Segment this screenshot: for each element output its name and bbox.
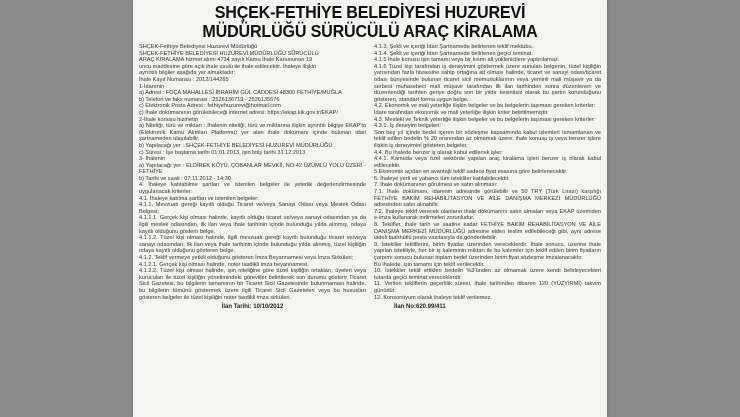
paragraph: a) Yapılacağı yer : ELDİREK KÖYÜ, ÇOBANLAR MEVKİİ, NO:42 ÜZÜMLÜ YOLU ÜZERİ - FETHİYE: [139, 162, 366, 176]
paragraph: SHÇEK-Fethiye Belediyesi Huzurevi Müdürlüğü: [139, 44, 258, 50]
announcement-title: [152, 3, 588, 41]
paragraph: 7. İhale dokümanının görülmesi ve satın alınması:: [374, 182, 498, 189]
paragraph: 4.4. Bu ihalede benzer iş olarak kabul edilecek işler:: [374, 149, 503, 156]
paragraph: 4.4.1. Kamuda veya özel sektörde yapılan araç kiralama işleri benzer iş olarak kabul edilecektir.: [374, 156, 601, 169]
paragraph: 11. Verilen tekliflerin geçerlilik süresi, ihale tarihinden itibaren 120 (YÜZYİRMİ) takvim günüdür.: [374, 281, 601, 294]
paragraph: ayrıntılı bilgiler aşağıda yer almaktadır:: [139, 70, 236, 77]
body-columns: [139, 44, 601, 417]
announcement-number: İlan No:620.99/411: [394, 304, 446, 311]
paragraph: b) Yapılacağı yer : SHÇEK-FETHİYE BELEDİYESİ HUZUREVİ MÜDÜRLÜĞÜ: [139, 142, 333, 149]
paragraph: 4.1.5 İhale konusu işin tamamı veya bir kısmı alt yüklenicilere yaptırılamaz.: [374, 57, 560, 64]
paragraph: 4.1. İhaleye katılma şartları ve istenilen belgeler:: [139, 195, 259, 202]
paragraph: 4.1.1.1. Gerçek kişi olması halinde, kayıtlı olduğu ticaret ve/veya sanayi odasından ya da ilgili meslek odasından, ilk ilan veya ihale tarihinin içinde bulunduğu yılda alınmış, odaya kayıtlı olduğunu gösterir belge,: [139, 215, 366, 235]
announcement-page: [133, 0, 607, 417]
paragraph: c) Elektronik Posta Adresi : fethiyehuzurevi@hotmail.com: [139, 103, 281, 110]
paragraph: Son beş yıl içinde bedel içeren bir sözleşme kapsamında kabul işlemleri tamamlanan ve teklif edilen bedelin % 20 oranından az olmamak üzere, ihale konusu iş veya benzer işlere ilişkin iş deneyimini gösteren belgeler.: [374, 129, 601, 149]
paragraph: uncu maddesine göre açık ihale usulü ile ihale edilecektir. İhaleye ilişkin: [139, 63, 317, 70]
paragraph: İdare tarafından ekonomik ve mali yeterliğe ilişkin kriter belirtilmemiştir.: [374, 109, 549, 116]
paragraph: 4.3.1. İş deneyim belgeleri:: [374, 123, 441, 130]
paragraph: İhale Kayıt Numarası : 2012/144265: [139, 76, 229, 83]
paragraph: 4.1.1.2. Tüzel kişi olması halinde, ilgili mevzuatı gereği kayıtlı bulunduğu ticaret ve/veya sanayi odasından, ilk ilan veya ihale tarihinin içinde bulunduğu yılda alınmış, tüzel kişiliğin odaya kayıtlı olduğunu gösteren belge.: [139, 235, 366, 255]
paragraph: 4.2. Ekonomik ve mali yeterliğe ilişkin belgeler ve bu belgelerin taşıması gereken kriterler:: [374, 103, 596, 110]
title-line-2: MÜDÜRLÜĞÜ SÜRÜCÜLÜ ARAÇ KİRALAMA: [202, 21, 538, 41]
paragraph: 8. Teklifler, ihale tarih ve saatine kadar FETHİYE BAKIM REHABİLİTASYON VE AİLE DANIŞMA MERKEZİ MÜDÜRLÜĞÜ adresine elden teslim edilebileceği gibi, aynı adrese iadeli taahhütlü posta vasıtasıyla da gönderilebilir.: [374, 222, 601, 242]
paragraph: c) Süresi : İşe başlama tarihi 01.01.2013, işin bitiş tarihi 31.12.2013: [139, 149, 306, 156]
paragraph: 4.3. Mesleki ve Teknik yeterliğe ilişkin belgeler ve bu belgelerin taşıması gereken kriterler:: [374, 116, 596, 123]
title-line-1: SHÇEK-FETHİYE BELEDİYESİ HUZUREVİ: [214, 2, 526, 22]
paragraph: a) Niteliği, türü ve miktarı : İhalenin niteliği, türü ve miktarına ilişkin ayrıntılı bilgiye EKAP'ta (Elektronik Kamu Alımları Platformu) yer alan ihale dokümanı içinde bulunan idari şartnameden ulaşılabilir.: [139, 123, 366, 143]
paragraph: ç) İhale dokümanının görülebileceği internet adresi: https://ekap.kik.gov.tr/EKAP/: [139, 109, 338, 116]
paragraph: 4. İhaleye katılabilme şartları ve istenilen belgeler ile yeterlik değerlendirmesinde uygulanacak kriterler:: [139, 182, 366, 196]
paragraph: 4.1.1. Mevzuatı gereği kayıtlı olduğu Ticaret ve/veya Sanayi Odası veya Meslek Odası Belgesi;: [139, 202, 366, 215]
paragraph: 4.1.4. Şekli ve içeriği İdari Şartnamede belirlenen geçici teminat.: [374, 50, 533, 57]
paragraph: b) Tarihi ve saati : 07.11.2012 - 14:30: [139, 175, 231, 182]
announcement-date: İlan Tarihi: 10/10/2012: [221, 304, 284, 311]
paragraph: SHÇEK-FETHİYE BELEDİYESİ HUZUREVİ MÜDÜRLÜĞÜ SÜRÜCÜLÜ: [139, 50, 319, 57]
paragraph: a) Adresi : FOÇA MAHALLESİ İBRAHİM GÜL CADDESİ 48300 FETHİYE/MUĞLA: [139, 90, 342, 97]
paragraph: ARAÇ KİRALAMA hizmet alımı 4734 sayılı Kamu İhale Kanununun 19: [139, 57, 313, 64]
paragraph: 7.2. İhaleye teklif verecek olanların ihale dokümanını satın almaları veya EKAP üzerinden e-imza kullanarak indirmeleri zorunludur.: [374, 208, 601, 222]
paragraph: 4.1.6 Tüzel kişi tarafından iş deneyimini göstermek üzere sunulan belgenin, tüzel kişiliğin yarısından fazla hissesine sahip ortağına ait olması halinde, ticaret ve sanayi odası/ticaret odası bünyesinde bulunan ticaret sicil memurluklarının veya yeminli mali müşavir ya da serbest muhasebeci mali müşavir tarafından ilk ilan tarihinden sonra düzenlenen ve düzenlendiği tarihten geriye doğru son bir yıldır kesintisiz olarak bu şartın korunduğunu gösteren, standart forma uygun belge.: [374, 63, 601, 103]
paragraph: 7.1. İhale dokümanı, idarenin adresinde görülebilir ve 50 TRY (Türk Lirası) karşılığı FETHİYE BAKIM REHABİLİTASYON VE AİLE DANIŞMA MERKEZİ MÜDÜRLÜĞÜ adresinden satın alınabilir.: [374, 189, 601, 209]
paragraph: 2-İhale konusu hizmetin: [139, 116, 199, 123]
left-column: [139, 44, 366, 417]
paragraph: 1-İdarenin: [139, 83, 165, 90]
paragraph: 4.1.2.1. Gerçek kişi olması halinde, noter tasdikli imza beyannamesi,: [139, 261, 309, 268]
paragraph: 4.1.3. Şekli ve içeriği İdari Şartnamede belirlenen teklif mektubu.: [374, 44, 534, 50]
paragraph: 12. Konsorsiyum olarak ihaleye teklif verilemez.: [374, 294, 492, 301]
paragraph: 10. İstekliler teklif ettikleri bedelin %3'ünden az olmamak üzere kendi belirleyecekleri tutarda geçici teminat vereceklerdir.: [374, 268, 601, 281]
paragraph: 4.1.2.2. Tüzel kişi olması halinde, işin niteliğine göre tüzel kişiliğin ortakları, üyeleri veya kurucuları ile tüzel kişiliğin yönetimindeki görevliler belirtilerek son durumu gösterir Ticaret Sicil Gazetesi, bu bilgilerin tamamının bir Ticaret Sicil Gazetesinde bulunmaması halinde, bu bilgilerin tümünü göstermek üzere ilgili Ticaret Sicil Gazeteleri veya bu hususları gösteren belgeler ile tüzel kişiliğin noter tasdikli imza sirküleri.: [139, 268, 366, 301]
paragraph: 3- İhalenin: [139, 156, 166, 163]
paragraph: Bu ihalede, işin tamamı için teklif verilecektir.: [374, 261, 485, 268]
paragraph: 9. İstekliler tekliflerini, birim fiyatlar üzerinden vereceklerdir. İhale sonucu, üzerine ihale yapılan istekliyle, her bir iş kaleminin miktarı ile bu kalemler için teklif edilen birim fiyatların çarpımı sonucu bulunan toplam bedel üzerinden birim fiyat sözleşme imzalanacaktır.: [374, 241, 601, 261]
paragraph: b) Telefon ve faks numarası : 2526136719 - 2526135676: [139, 96, 280, 103]
paragraph: 6. İhaleye yerli ve yabancı tüm istekliler katılabilecektir.: [374, 175, 510, 182]
paragraph: 5.Ekonomik açıdan en avantajlı teklif sadece fiyat esasına göre belirlenecektir.: [374, 169, 568, 176]
paragraph: 4.1.2. Teklif vermeye yetkili olduğunu gösteren İmza Beyannamesi veya İmza Sirküleri;: [139, 255, 354, 261]
right-column: [374, 44, 601, 417]
